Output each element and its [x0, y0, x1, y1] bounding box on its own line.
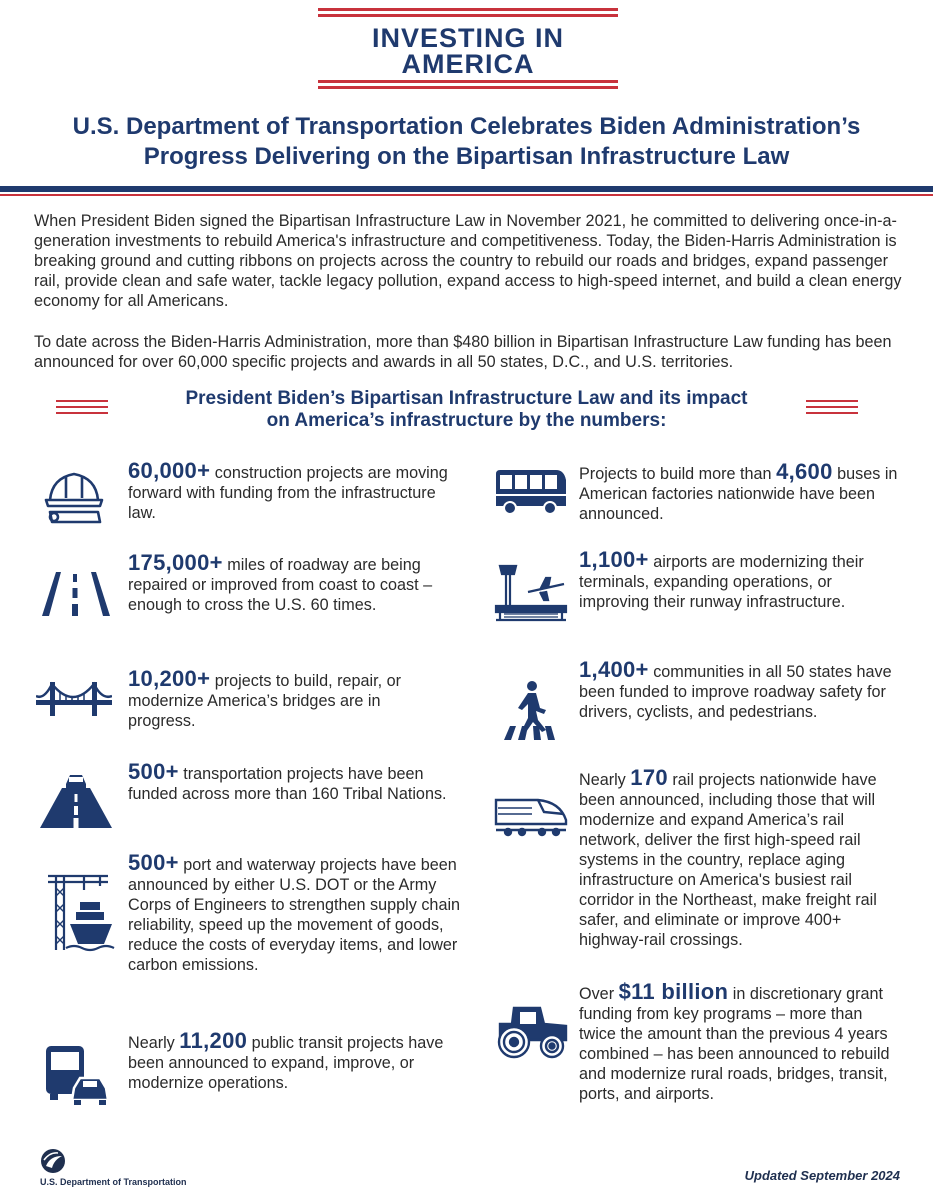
stat-text: buses in American factories nationwide have been announced. [579, 465, 898, 523]
stat-tribal-projects [128, 759, 448, 804]
page-title [20, 112, 913, 172]
stat-text: in discretionary grant funding from key programs – more than twice the amount than the previous 4 years combined – has been announced to rebuild and modernize rural roads, bridges, transit, ports, and airports. [579, 985, 890, 1103]
title-line-1: U.S. Department of Transportation Celebrates Biden Administration’s [72, 113, 861, 140]
stat-prefix: Nearly [579, 771, 631, 789]
section-heading-line-1: President Biden’s Bipartisan Infrastructure Law and its impact [185, 388, 748, 409]
section-heading-line-2: on America’s infrastructure by the numbers: [266, 410, 667, 431]
stat-port-projects [128, 850, 463, 975]
airport-icon [494, 562, 568, 624]
heading-decoration-right [806, 400, 858, 418]
road-icon [42, 572, 110, 616]
stat-transit-projects [128, 1028, 448, 1093]
bridge-icon [36, 680, 112, 718]
stat-airports [579, 547, 899, 612]
stat-number: 10,200+ [128, 666, 211, 691]
stat-text: rail projects nationwide have been announced, including those that will modernize and expand America’s rail network, deliver the first high-speed rail systems in the country, replace aging infrastructure on America's busiest rail corridor in the Northeast, make freight rail safer, and eliminate or improve 400+ highway-rail crossings. [579, 771, 877, 949]
stat-roadway-miles [128, 550, 458, 615]
hardhat-blueprint-icon [42, 466, 108, 528]
intro-paragraph-1: When President Biden signed the Bipartisan Infrastructure Law in November 2021, he committed to delivering once-in-a-generation investments to rebuild America's infrastructure and competitiveness. Today, the Biden-Harris Administration is breaking ground and cutting ribbons on projects across the country to rebuild our roads and bridges, expand passenger rail, provide clean and safe water, tackle legacy pollution, expand access to high-speed internet, and build a clean energy economy for all Americans. [34, 212, 902, 310]
heading-decoration-left [56, 400, 108, 418]
bus-icon [494, 468, 568, 516]
stat-prefix: Over [579, 985, 619, 1003]
investing-in-america-logo [0, 0, 933, 90]
stat-prefix: Nearly [128, 1034, 180, 1052]
dot-agency-name: U.S. Department of Transportation [40, 1177, 187, 1187]
stat-prefix: Projects to build more than [579, 465, 777, 483]
stat-text: port and waterway projects have been announced by either U.S. DOT or the Army Corps of Engineers to strengthen supply chain reliability, speed up the movement of goods, reduce the costs of everyday items, and lower carbon emissions. [128, 856, 461, 974]
title-divider [0, 186, 933, 192]
stat-number: 11,200 [179, 1028, 248, 1053]
dot-logo-icon [40, 1148, 66, 1179]
stat-text: miles of roadway are being repaired or improved from coast to coast – enough to cross the U.S. 60 times. [128, 556, 433, 614]
stat-text: public transit projects have been announced to expand, improve, or modernize operations. [128, 1034, 444, 1092]
stat-rural-funding [579, 979, 901, 1104]
stat-number: $11 billion [618, 979, 729, 1004]
pedestrian-crosswalk-icon [498, 680, 562, 740]
stat-number: 500+ [128, 759, 179, 784]
stat-number: 500+ [128, 850, 179, 875]
logo-line-1: INVESTING IN [371, 23, 565, 53]
stat-text: construction projects are moving forward with funding from the infrastructure law. [128, 464, 448, 522]
stat-safety-communities [579, 657, 901, 722]
stat-number: 170 [630, 765, 668, 790]
stat-number: 1,100+ [579, 547, 649, 572]
logo-top-stripes [318, 8, 618, 20]
stat-construction-projects [128, 458, 450, 523]
stat-buses [579, 459, 901, 524]
stat-number: 4,600 [776, 459, 833, 484]
stat-rail-projects [579, 765, 904, 950]
stat-text: communities in all 50 states have been funded to improve roadway safety for drivers, cyclists, and pedestrians. [579, 663, 892, 721]
port-crane-ship-icon [44, 872, 116, 952]
title-line-2: Progress Delivering on the Bipartisan Infrastructure Law [143, 143, 790, 170]
intro-paragraph-2: To date across the Biden-Harris Administration, more than $480 billion in Bipartisan Infrastructure Law funding has been announced for over 60,000 specific projects and awards in all 50 states, D.C., and U.S. territories. [34, 333, 892, 371]
title-divider-accent [0, 194, 933, 196]
section-heading [120, 388, 813, 432]
bus-car-icon [44, 1044, 110, 1106]
car-road-icon [40, 772, 112, 828]
stat-text: transportation projects have been funded across more than 160 Tribal Nations. [128, 765, 447, 803]
logo-line-2: AMERICA [401, 49, 535, 79]
logo-bottom-stripes [318, 80, 618, 92]
high-speed-train-icon [494, 790, 568, 838]
stat-number: 1,400+ [579, 657, 649, 682]
updated-date: Updated September 2024 [744, 1168, 900, 1183]
stat-text: airports are modernizing their terminals, expanding operations, or improving their runway infrastructure. [579, 553, 864, 611]
stat-number: 175,000+ [128, 550, 223, 575]
stat-bridge-projects [128, 666, 448, 731]
stat-text: projects to build, repair, or modernize America’s bridges are in progress. [128, 672, 401, 730]
stat-number: 60,000+ [128, 458, 211, 483]
tractor-icon [494, 1004, 568, 1060]
